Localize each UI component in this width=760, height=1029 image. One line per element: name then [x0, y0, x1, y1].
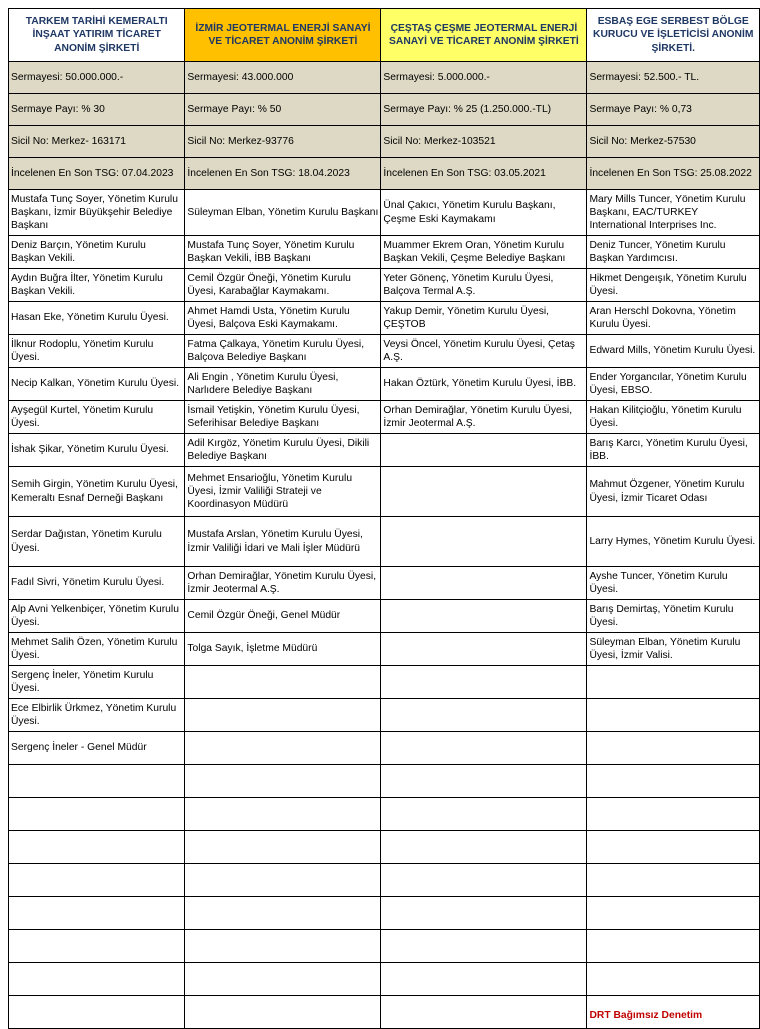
member-row: [9, 831, 760, 864]
board-member-cell: [587, 963, 760, 996]
board-member-cell: [9, 831, 185, 864]
board-member-cell: Ünal Çakıcı, Yönetim Kurulu Başkanı, Çeşme Eski Kaymakamı: [381, 190, 587, 236]
capital-share-cell: Sermaye Payı: % 0,73: [587, 94, 760, 126]
board-member-cell: Sergenç İneler - Genel Müdür: [9, 732, 185, 765]
board-member-cell: Yakup Demir, Yönetim Kurulu Üyesi, ÇEŞTOB: [381, 302, 587, 335]
board-member-cell: [381, 831, 587, 864]
board-member-cell: Fadıl Sivri, Yönetim Kurulu Üyesi.: [9, 567, 185, 600]
board-member-cell: [381, 666, 587, 699]
member-row: [9, 699, 760, 732]
member-row: [9, 732, 760, 765]
board-member-cell: [381, 996, 587, 1029]
board-member-cell: Ali Engin , Yönetim Kurulu Üyesi, Narlıdere Belediye Başkanı: [185, 368, 381, 401]
board-member-cell: Mahmut Özgener, Yönetim Kurulu Üyesi, İzmir Ticaret Odası: [587, 467, 760, 517]
member-row: [9, 236, 760, 269]
board-member-cell: Aydın Buğra İlter, Yönetim Kurulu Başkan Vekili.: [9, 269, 185, 302]
board-member-cell: Cemil Özgür Öneği, Yönetim Kurulu Üyesi, Karabağlar Kaymakamı.: [185, 269, 381, 302]
board-member-cell: Cemil Özgür Öneği, Genel Müdür: [185, 600, 381, 633]
board-member-cell: Orhan Demirağlar, Yönetim Kurulu Üyesi, İzmir Jeotermal A.Ş.: [381, 401, 587, 434]
board-member-cell: Tolga Sayık, İşletme Müdürü: [185, 633, 381, 666]
board-member-cell: Deniz Tuncer, Yönetim Kurulu Başkan Yardımcısı.: [587, 236, 760, 269]
board-member-cell: Ayşegül Kurtel, Yönetim Kurulu Üyesi.: [9, 401, 185, 434]
board-member-cell: Aran Herschl Dokovna, Yönetim Kurulu Üyesi.: [587, 302, 760, 335]
board-member-cell: Edward Mills, Yönetim Kurulu Üyesi.: [587, 335, 760, 368]
member-row: [9, 600, 760, 633]
company-name-cell: TARKEM TARİHİ KEMERALTI İNŞAAT YATIRIM TİCARET ANONİM ŞİRKETİ: [9, 9, 185, 62]
member-row: [9, 368, 760, 401]
member-row: [9, 269, 760, 302]
member-row: [9, 633, 760, 666]
member-row: [9, 190, 760, 236]
board-member-cell: Ece Elbirlik Ürkmez, Yönetim Kurulu Üyesi.: [9, 699, 185, 732]
board-member-cell: Barış Demirtaş, Yönetim Kurulu Üyesi.: [587, 600, 760, 633]
board-member-cell: [381, 897, 587, 930]
board-member-cell: [381, 517, 587, 567]
company-info-row: [9, 158, 760, 190]
member-row: [9, 302, 760, 335]
member-row: [9, 567, 760, 600]
board-member-cell: [381, 930, 587, 963]
board-member-cell: Hakan Kilitçioğlu, Yönetim Kurulu Üyesi.: [587, 401, 760, 434]
registry-number-cell: Sicil No: Merkez- 163171: [9, 126, 185, 158]
board-member-cell: [185, 699, 381, 732]
board-member-cell: Necip Kalkan, Yönetim Kurulu Üyesi.: [9, 368, 185, 401]
company-name-cell: ÇEŞTAŞ ÇEŞME JEOTERMAL ENERJİ SANAYİ VE TİCARET ANONİM ŞİRKETİ: [381, 9, 587, 62]
companies-table: [8, 8, 760, 1029]
board-member-cell: [587, 930, 760, 963]
board-member-cell: [381, 699, 587, 732]
registry-number-cell: Sicil No: Merkez-57530: [587, 126, 760, 158]
member-row: [9, 517, 760, 567]
board-member-cell: Larry Hymes, Yönetim Kurulu Üyesi.: [587, 517, 760, 567]
board-member-cell: [9, 798, 185, 831]
company-name-cell: İZMİR JEOTERMAL ENERJİ SANAYİ VE TİCARET ANONİM ŞİRKETİ: [185, 9, 381, 62]
board-member-cell: [185, 666, 381, 699]
board-member-cell: [381, 434, 587, 467]
table-body: [9, 9, 760, 1029]
capital-cell: Sermayesi: 52.500.- TL.: [587, 62, 760, 94]
board-member-cell: Mehmet Ensarioğlu, Yönetim Kurulu Üyesi, İzmir Valiliği Strateji ve Koordinasyon Müdürü: [185, 467, 381, 517]
board-member-cell: Hikmet Dengeışık, Yönetim Kurulu Üyesi.: [587, 269, 760, 302]
board-member-cell: [185, 897, 381, 930]
board-member-cell: [381, 864, 587, 897]
board-member-cell: [587, 897, 760, 930]
capital-cell: Sermayesi: 50.000.000.-: [9, 62, 185, 94]
board-member-cell: [185, 732, 381, 765]
board-member-cell: Alp Avni Yelkenbiçer, Yönetim Kurulu Üyesi.: [9, 600, 185, 633]
board-member-cell: [9, 963, 185, 996]
board-member-cell: [9, 996, 185, 1029]
board-member-cell: Sergenç İneler, Yönetim Kurulu Üyesi.: [9, 666, 185, 699]
capital-share-cell: Sermaye Payı: % 30: [9, 94, 185, 126]
board-member-cell: Serdar Dağıstan, Yönetim Kurulu Üyesi.: [9, 517, 185, 567]
board-member-cell: İsmail Yetişkin, Yönetim Kurulu Üyesi, Seferihisar Belediye Başkanı: [185, 401, 381, 434]
board-member-cell: Veysi Öncel, Yönetim Kurulu Üyesi, Çetaş A.Ş.: [381, 335, 587, 368]
board-member-cell: [381, 732, 587, 765]
board-member-cell: Orhan Demirağlar, Yönetim Kurulu Üyesi, İzmir Jeotermal A.Ş.: [185, 567, 381, 600]
capital-cell: Sermayesi: 5.000.000.-: [381, 62, 587, 94]
board-member-cell: Yeter Gönenç, Yönetim Kurulu Üyesi, Balçova Termal A.Ş.: [381, 269, 587, 302]
board-member-cell: [185, 930, 381, 963]
board-member-cell: Ayshe Tuncer, Yönetim Kurulu Üyesi.: [587, 567, 760, 600]
member-row: [9, 897, 760, 930]
board-member-cell: [185, 996, 381, 1029]
board-member-cell: [587, 765, 760, 798]
board-member-cell: Semih Girgin, Yönetim Kurulu Üyesi, Kemeraltı Esnaf Derneği Başkanı: [9, 467, 185, 517]
board-member-cell: Ahmet Hamdi Usta, Yönetim Kurulu Üyesi, Balçova Eski Kaymakamı.: [185, 302, 381, 335]
company-name-cell: ESBAŞ EGE SERBEST BÖLGE KURUCU VE İŞLETİCİSİ ANONİM ŞİRKETİ.: [587, 9, 760, 62]
member-row: [9, 930, 760, 963]
registry-number-cell: Sicil No: Merkez-103521: [381, 126, 587, 158]
board-member-cell: [9, 930, 185, 963]
board-member-cell: [9, 897, 185, 930]
board-member-cell: Mustafa Tunç Soyer, Yönetim Kurulu Başkan Vekili, İBB Başkanı: [185, 236, 381, 269]
board-member-cell: [9, 864, 185, 897]
board-member-cell: Mustafa Arslan, Yönetim Kurulu Üyesi, İzmir Valiliği İdari ve Mali İşler Müdürü: [185, 517, 381, 567]
tsg-date-cell: İncelenen En Son TSG: 03.05.2021: [381, 158, 587, 190]
auditor-cell: DRT Bağımsız Denetim: [587, 996, 760, 1029]
board-member-cell: Hakan Öztürk, Yönetim Kurulu Üyesi, İBB.: [381, 368, 587, 401]
board-member-cell: Süleyman Elban, Yönetim Kurulu Başkanı: [185, 190, 381, 236]
board-member-cell: [381, 633, 587, 666]
board-member-cell: [587, 831, 760, 864]
registry-number-cell: Sicil No: Merkez-93776: [185, 126, 381, 158]
member-row: [9, 765, 760, 798]
board-member-cell: [587, 864, 760, 897]
board-member-cell: Muammer Ekrem Oran, Yönetim Kurulu Başkan Vekili, Çeşme Belediye Başkanı: [381, 236, 587, 269]
board-member-cell: Mary Mills Tuncer, Yönetim Kurulu Başkanı, EAC/TURKEY International Interprises Inc.: [587, 190, 760, 236]
board-member-cell: [381, 765, 587, 798]
board-member-cell: [381, 567, 587, 600]
header-row: [9, 9, 760, 62]
board-member-cell: [185, 765, 381, 798]
member-row: [9, 335, 760, 368]
board-member-cell: [381, 600, 587, 633]
board-member-cell: Fatma Çalkaya, Yönetim Kurulu Üyesi, Balçova Belediye Başkanı: [185, 335, 381, 368]
board-member-cell: [587, 666, 760, 699]
tsg-date-cell: İncelenen En Son TSG: 18.04.2023: [185, 158, 381, 190]
board-member-cell: [587, 699, 760, 732]
member-row: [9, 434, 760, 467]
company-info-row: [9, 62, 760, 94]
board-member-cell: [381, 467, 587, 517]
board-member-cell: [185, 963, 381, 996]
board-member-cell: Ender Yorgancılar, Yönetim Kurulu Üyesi, EBSO.: [587, 368, 760, 401]
member-row: [9, 864, 760, 897]
board-member-cell: [587, 732, 760, 765]
board-member-cell: [185, 798, 381, 831]
board-member-cell: [185, 831, 381, 864]
board-member-cell: [9, 765, 185, 798]
member-row: [9, 401, 760, 434]
board-member-cell: [587, 798, 760, 831]
board-member-cell: [381, 798, 587, 831]
company-info-row: [9, 126, 760, 158]
board-member-cell: İshak Şikar, Yönetim Kurulu Üyesi.: [9, 434, 185, 467]
board-member-cell: Mehmet Salih Özen, Yönetim Kurulu Üyesi.: [9, 633, 185, 666]
tsg-date-cell: İncelenen En Son TSG: 07.04.2023: [9, 158, 185, 190]
board-member-cell: İlknur Rodoplu, Yönetim Kurulu Üyesi.: [9, 335, 185, 368]
board-member-cell: Barış Karcı, Yönetim Kurulu Üyesi, İBB.: [587, 434, 760, 467]
company-info-row: [9, 94, 760, 126]
capital-cell: Sermayesi: 43.000.000: [185, 62, 381, 94]
board-member-cell: Süleyman Elban, Yönetim Kurulu Üyesi, İzmir Valisi.: [587, 633, 760, 666]
member-row: [9, 963, 760, 996]
member-row: [9, 798, 760, 831]
capital-share-cell: Sermaye Payı: % 25 (1.250.000.-TL): [381, 94, 587, 126]
board-member-cell: [381, 963, 587, 996]
board-member-cell: Hasan Eke, Yönetim Kurulu Üyesi.: [9, 302, 185, 335]
board-member-cell: [185, 864, 381, 897]
member-row: [9, 996, 760, 1029]
board-member-cell: Adil Kırgöz, Yönetim Kurulu Üyesi, Dikili Belediye Başkanı: [185, 434, 381, 467]
board-member-cell: Mustafa Tunç Soyer, Yönetim Kurulu Başkanı, İzmir Büyükşehir Belediye Başkanı: [9, 190, 185, 236]
member-row: [9, 467, 760, 517]
board-member-cell: Deniz Barçın, Yönetim Kurulu Başkan Vekili.: [9, 236, 185, 269]
capital-share-cell: Sermaye Payı: % 50: [185, 94, 381, 126]
member-row: [9, 666, 760, 699]
tsg-date-cell: İncelenen En Son TSG: 25.08.2022: [587, 158, 760, 190]
